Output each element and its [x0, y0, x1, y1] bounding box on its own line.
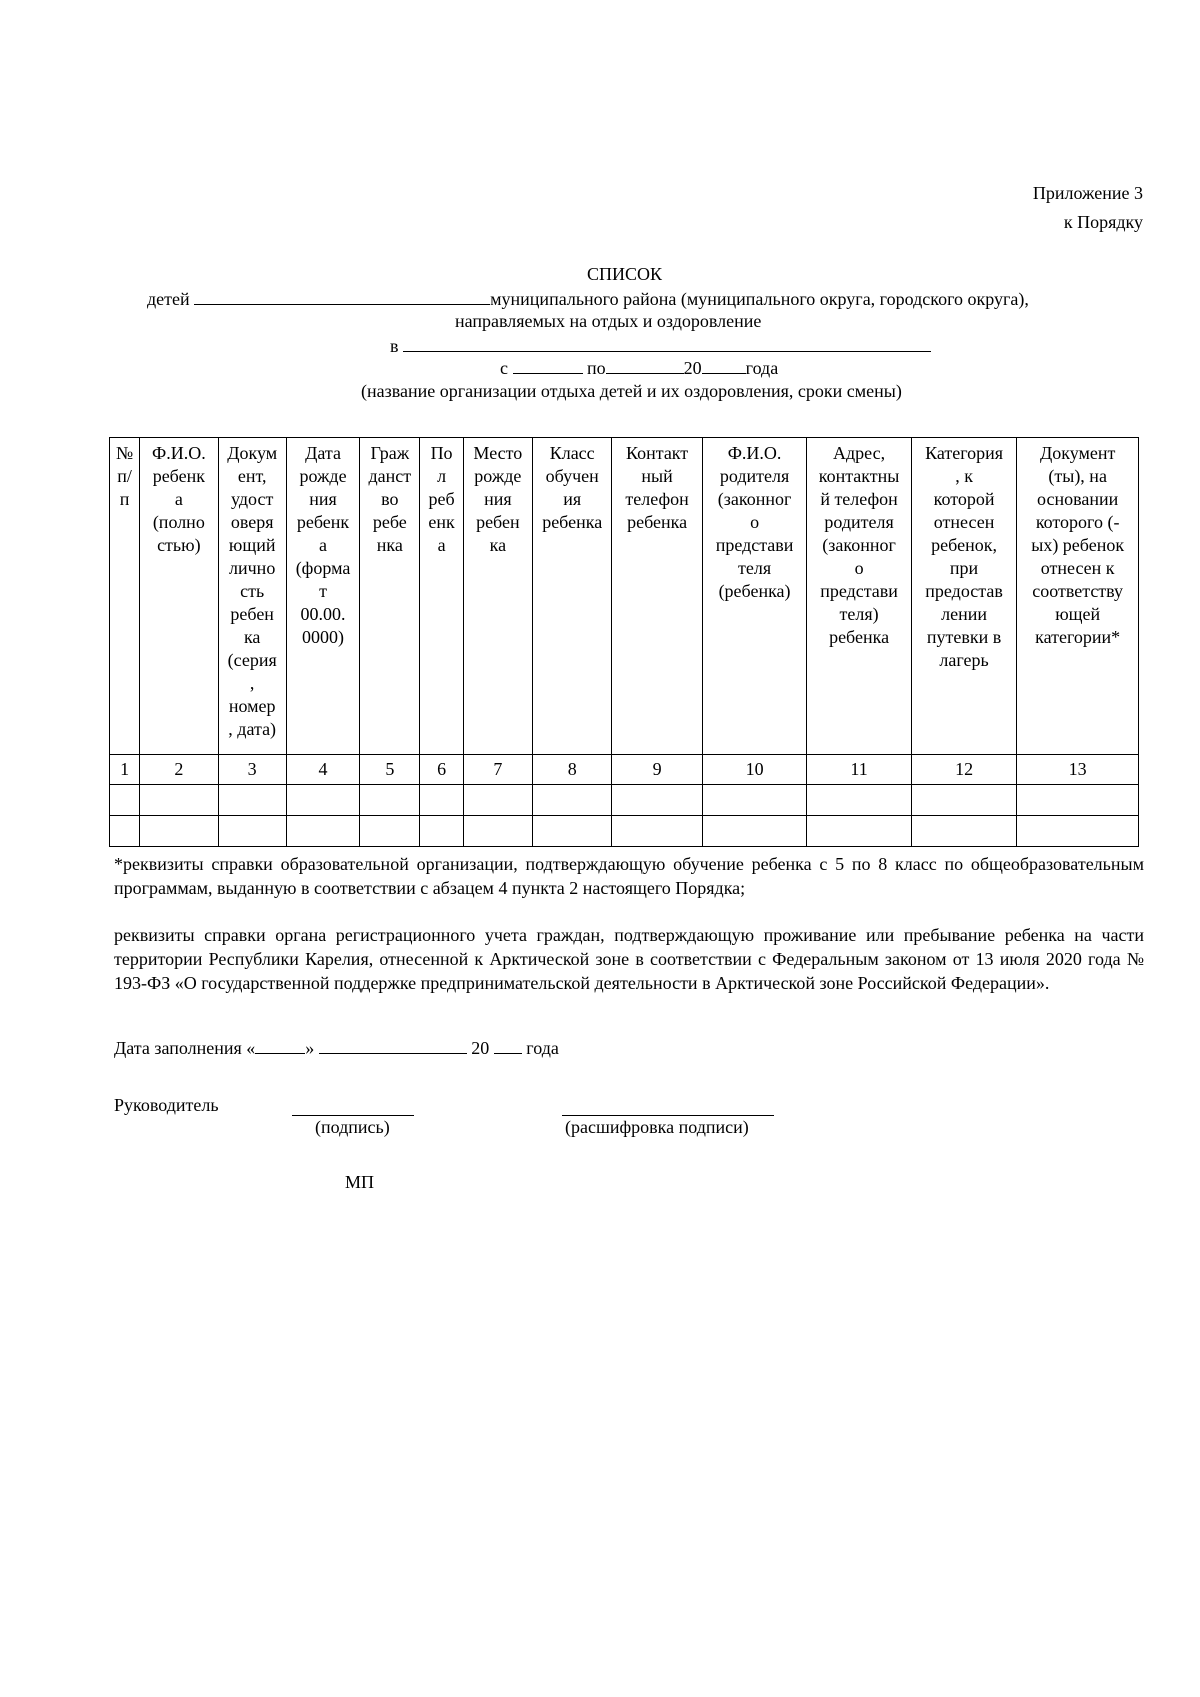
number-cell: 4	[286, 755, 359, 785]
header-cell-parent-name: Ф.И.О. родителя (законног о представи теля (ребенка)	[702, 438, 807, 755]
table-row	[110, 816, 1139, 847]
empty-cell[interactable]	[1017, 816, 1139, 847]
year-blank	[702, 357, 746, 374]
header-cell-citizenship: Граж данст во ребе нка	[360, 438, 420, 755]
fill-date-quote-close: »	[305, 1038, 315, 1058]
children-list-table	[109, 437, 1139, 847]
header-cell-identity-document: Докум ент, удост оверя ющий лично сть ребен ка (серия , номер , дата)	[218, 438, 286, 755]
number-cell: 13	[1017, 755, 1139, 785]
organization-blank	[403, 335, 931, 352]
number-cell: 8	[533, 755, 612, 785]
fill-year-prefix: 20	[471, 1038, 490, 1058]
fill-day-blank	[255, 1037, 305, 1054]
document-title: СПИСОК	[587, 264, 663, 284]
empty-cell[interactable]	[110, 816, 140, 847]
number-cell: 10	[702, 755, 807, 785]
header-cell-category: Категория , к которой отнесен ребенок, при предостав лении путевки в лагерь	[911, 438, 1017, 755]
header-cell-category-document: Документ (ты), на основании которого (- ых) ребенок отнесен к соответству ющей категории*	[1017, 438, 1139, 755]
empty-cell[interactable]	[360, 816, 420, 847]
empty-cell[interactable]	[463, 785, 532, 816]
header-cell-number: № п/ п	[110, 438, 140, 755]
directed-line: направляемых на отдых и оздоровление	[455, 311, 762, 331]
number-cell: 11	[807, 755, 912, 785]
decode-signature-caption: (расшифровка подписи)	[565, 1117, 749, 1137]
empty-cell[interactable]	[420, 785, 463, 816]
table-number-row	[110, 755, 1139, 785]
empty-cell[interactable]	[463, 816, 532, 847]
footnote-education: *реквизиты справки образовательной организации, подтверждающую обучение ребенка с 5 по 8 класс по общеобразовательным программам, выданную в соответствии с абзацем 4 пункта 2 настоящего Порядка;	[114, 854, 1144, 898]
signature-line	[292, 1099, 414, 1116]
number-cell: 9	[612, 755, 702, 785]
children-suffix: муниципального района (муниципального округа, городского округа),	[490, 289, 1029, 309]
empty-cell[interactable]	[702, 816, 807, 847]
empty-cell[interactable]	[218, 816, 286, 847]
header-cell-parent-contacts: Адрес, контактны й телефон родителя (законног о представи теля) ребенка	[807, 438, 912, 755]
to-label: по	[587, 358, 606, 378]
fill-date-line	[114, 1037, 559, 1059]
stamp-place: МП	[345, 1172, 375, 1192]
header-cell-child-name: Ф.И.О. ребенк а (полно стью)	[140, 438, 218, 755]
number-cell: 5	[360, 755, 420, 785]
table-row	[110, 785, 1139, 816]
empty-cell[interactable]	[140, 816, 218, 847]
number-cell: 2	[140, 755, 218, 785]
empty-cell[interactable]	[807, 785, 912, 816]
empty-cell[interactable]	[807, 816, 912, 847]
district-blank	[194, 288, 490, 305]
from-label: с	[500, 358, 508, 378]
to-date-blank	[606, 357, 684, 374]
organization-line	[390, 335, 931, 357]
empty-cell[interactable]	[360, 785, 420, 816]
table-header-row	[110, 438, 1139, 755]
children-prefix: детей	[147, 289, 190, 309]
empty-cell[interactable]	[420, 816, 463, 847]
fill-year-blank	[494, 1037, 522, 1054]
from-date-blank	[513, 357, 583, 374]
footnote-registration: реквизиты справки органа регистрационного учета граждан, подтверждающую проживание или пребывание ребенка на части территории Республики Карелия, отнесенной к Арктической зоне в соответствии с Федеральным законом от 13 июля 2020 года № 193-ФЗ «О государственной поддержке предпринимательской деятельности в Арктической зоне Российской Федерации».	[114, 925, 1144, 993]
empty-cell[interactable]	[286, 785, 359, 816]
decode-signature-line	[562, 1099, 774, 1116]
header-cell-child-phone: Контакт ный телефон ребенка	[612, 438, 702, 755]
heading-caption: (название организации отдыха детей и их оздоровления, сроки смены)	[361, 381, 902, 401]
appendix-line-2: к Порядку	[1063, 212, 1143, 232]
header-cell-gender: По л реб енк а	[420, 438, 463, 755]
fill-year-suffix: года	[526, 1038, 559, 1058]
in-prefix: в	[390, 336, 399, 356]
year-suffix: года	[745, 358, 779, 378]
empty-cell[interactable]	[218, 785, 286, 816]
header-cell-birth-date: Дата рожде ния ребенк а (форма т 00.00. 0000)	[286, 438, 359, 755]
dates-line	[500, 357, 778, 379]
fill-month-blank	[319, 1037, 467, 1054]
year-prefix: 20	[683, 358, 702, 378]
empty-cell[interactable]	[911, 785, 1017, 816]
empty-cell[interactable]	[533, 816, 612, 847]
empty-cell[interactable]	[110, 785, 140, 816]
empty-cell[interactable]	[533, 785, 612, 816]
appendix-line-1: Приложение 3	[1032, 183, 1143, 203]
children-line	[147, 288, 1029, 310]
empty-cell[interactable]	[612, 816, 702, 847]
number-cell: 1	[110, 755, 140, 785]
fill-date-label: Дата заполнения «	[114, 1038, 256, 1058]
empty-cell[interactable]	[1017, 785, 1139, 816]
number-cell: 6	[420, 755, 463, 785]
empty-cell[interactable]	[286, 816, 359, 847]
number-cell: 12	[911, 755, 1017, 785]
number-cell: 7	[463, 755, 532, 785]
empty-cell[interactable]	[612, 785, 702, 816]
head-label: Руководитель	[114, 1095, 219, 1115]
number-cell: 3	[218, 755, 286, 785]
empty-cell[interactable]	[140, 785, 218, 816]
empty-cell[interactable]	[702, 785, 807, 816]
signature-caption: (подпись)	[315, 1117, 390, 1137]
header-cell-school-grade: Класс обучен ия ребенка	[533, 438, 612, 755]
header-cell-birth-place: Место рожде ния ребен ка	[463, 438, 532, 755]
empty-cell[interactable]	[911, 816, 1017, 847]
